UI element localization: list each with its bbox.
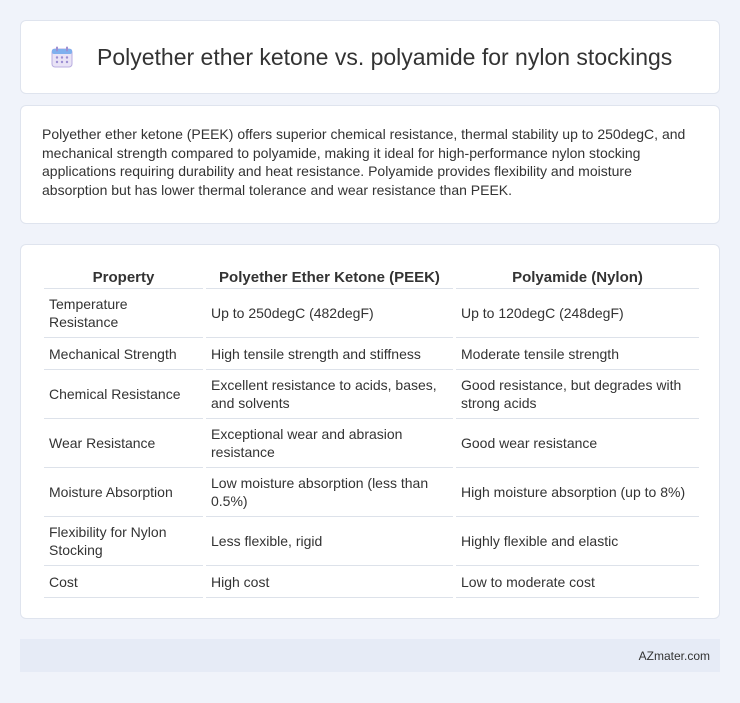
calendar-icon (49, 44, 75, 70)
polyamide-cell: Low to moderate cost (456, 566, 699, 598)
title-card (20, 20, 720, 94)
peek-cell: High tensile strength and stiffness (206, 338, 453, 370)
table-row (44, 566, 699, 598)
peek-cell: Exceptional wear and abrasion resistance (206, 419, 453, 468)
property-cell: Cost (44, 566, 203, 598)
polyamide-cell: Up to 120degC (248degF) (456, 289, 699, 338)
table-header-row (44, 264, 699, 289)
peek-cell: Up to 250degC (482degF) (206, 289, 453, 338)
column-header-polyamide: Polyamide (Nylon) (456, 264, 699, 289)
table-card (20, 244, 720, 619)
property-cell: Flexibility for Nylon Stocking (44, 517, 203, 566)
polyamide-cell: Moderate tensile strength (456, 338, 699, 370)
polyamide-cell: Good resistance, but degrades with strong acids (456, 370, 699, 419)
table-row (44, 517, 699, 566)
peek-cell: Less flexible, rigid (206, 517, 453, 566)
table-row (44, 289, 699, 338)
table-row (44, 370, 699, 419)
peek-cell: Low moisture absorption (less than 0.5%) (206, 468, 453, 517)
intro-card (20, 105, 720, 224)
peek-cell: High cost (206, 566, 453, 598)
polyamide-cell: Highly flexible and elastic (456, 517, 699, 566)
peek-cell: Excellent resistance to acids, bases, and solvents (206, 370, 453, 419)
property-cell: Mechanical Strength (44, 338, 203, 370)
polyamide-cell: High moisture absorption (up to 8%) (456, 468, 699, 517)
property-cell: Wear Resistance (44, 419, 203, 468)
table-row (44, 468, 699, 517)
intro-paragraph: Polyether ether ketone (PEEK) offers superior chemical resistance, thermal stability up to 250degC, and mechanical strength compared to polyamide, making it ideal for high-performance nylon stocking applications requiring durability and heat resistance. Polyamide provides flexibility and moisture absorption but has lower thermal tolerance and wear resistance than PEEK. (42, 126, 686, 198)
property-cell: Temperature Resistance (44, 289, 203, 338)
property-cell: Chemical Resistance (44, 370, 203, 419)
footer-bar (20, 639, 720, 672)
column-header-peek: Polyether Ether Ketone (PEEK) (206, 264, 453, 289)
footer-brand: AZmater.com (638, 648, 710, 663)
column-header-property: Property (44, 264, 203, 289)
comparison-table (41, 264, 702, 598)
property-cell: Moisture Absorption (44, 468, 203, 517)
table-row (44, 419, 699, 468)
polyamide-cell: Good wear resistance (456, 419, 699, 468)
page-title: Polyether ether ketone vs. polyamide for nylon stockings (97, 43, 673, 70)
table-row (44, 338, 699, 370)
